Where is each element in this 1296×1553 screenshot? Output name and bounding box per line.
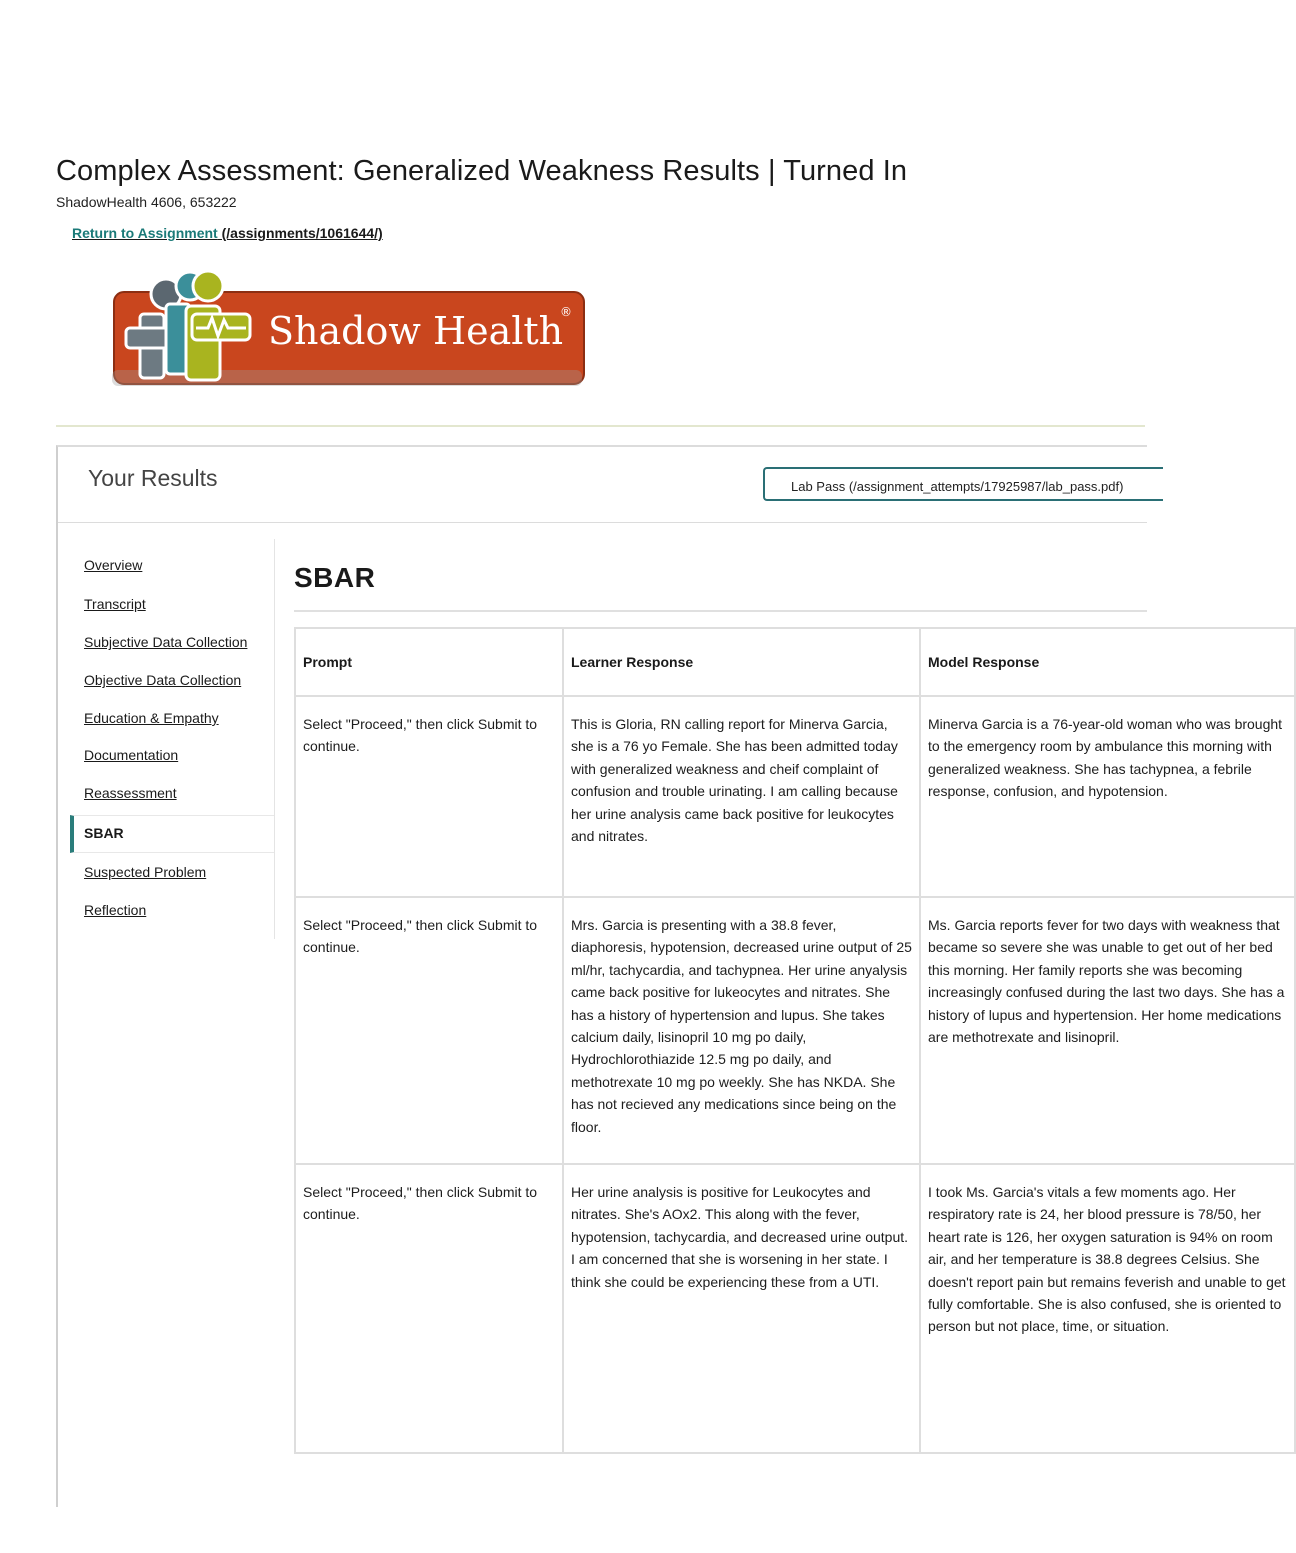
logo-wordmark: Shadow Health: [268, 309, 564, 353]
column-header-model-response: Model Response: [920, 628, 1295, 696]
table-row: [295, 897, 1295, 1164]
sidebar-item-transcript[interactable]: Transcript: [84, 596, 146, 612]
prompt-cell: Select "Proceed," then click Submit to continue.: [295, 696, 563, 897]
model-response-cell: Minerva Garcia is a 76-year-old woman who was brought to the emergency room by ambulance this morning with generalized weakness. She has tachypnea, a febrile response, confusion, and hypotension.: [920, 696, 1295, 897]
sidebar-item-suspected-problem[interactable]: Suspected Problem: [84, 864, 207, 880]
model-response-cell: I took Ms. Garcia's vitals a few moments ago. Her respiratory rate is 24, her blood pressure is 78/50, her heart rate is 126, her oxygen saturation is 94% on room air, and her temperature is 38.8 degrees Celsius. She doesn't report pain but remains feverish and unable to get fully comfortable. She is also confused, she is oriented to person but not place, time, or situation.: [920, 1164, 1295, 1453]
prompt-cell: Select "Proceed," then click Submit to continue.: [295, 897, 563, 1164]
results-heading: Your Results: [88, 465, 218, 491]
sidebar-item-reflection[interactable]: Reflection: [84, 902, 147, 918]
model-response-cell: Ms. Garcia reports fever for two days with weakness that became so severe she was unable to get out of her bed this morning. Her family reports she was becoming increasingly confused during the last two days. She has a history of lupus and hypertension. Her home medications are methotrexate and lisinopril.: [920, 897, 1295, 1164]
sidebar-item-sbar[interactable]: [70, 815, 274, 853]
sidebar-item-documentation[interactable]: Documentation: [84, 747, 179, 763]
sidebar-item-reassessment[interactable]: Reassessment: [84, 785, 177, 801]
course-info: ShadowHealth 4606, 653222: [56, 194, 237, 210]
learner-response-cell: Mrs. Garcia is presenting with a 38.8 fever, diaphoresis, hypotension, decreased urine output of 25 ml/hr, tachycardia, and tachypnea. Her urine anyalysis came back positive for lukeocytes and nitrates. She has a history of hypertension and lupus. She takes calcium daily, lisinopril 10 mg po daily, Hydrochlorothiazide 12.5 mg po daily, and methotrexate 10 mg po weekly. She has NKDA. She has not recieved any medications since being on the floor.: [563, 897, 920, 1164]
sidebar-item-overview[interactable]: Overview: [84, 557, 143, 573]
prompt-cell: Select "Proceed," then click Submit to continue.: [295, 1164, 563, 1453]
column-header-learner-response: Learner Response: [563, 628, 920, 696]
page-title: Complex Assessment: Generalized Weakness Results | Turned In: [56, 155, 908, 187]
lab-pass-button[interactable]: Lab Pass (/assignment_attempts/17925987/lab_pass.pdf): [763, 467, 1163, 501]
table-header-row: [295, 628, 1295, 696]
sbar-table-container[interactable]: [294, 627, 1286, 1455]
svg-text:®: ®: [560, 305, 572, 319]
sidebar-item-objective-data[interactable]: Objective Data Collection: [84, 672, 242, 688]
results-sidebar-nav: [58, 539, 275, 939]
section-title: SBAR: [294, 562, 376, 593]
header-divider: [56, 425, 1145, 427]
sidebar-item-label: SBAR: [84, 825, 124, 841]
shadow-health-logo: [108, 270, 588, 400]
table-row: [295, 696, 1295, 897]
results-divider: [58, 522, 1147, 523]
sbar-table: [294, 627, 1296, 1454]
table-row: [295, 1164, 1295, 1453]
learner-response-cell: Her urine analysis is positive for Leukocytes and nitrates. She's AOx2. This along with the fever, hypotension, tachycardia, and decreased urine output. I am concerned that she is worsening in her state. I think she could be experiencing these from a UTI.: [563, 1164, 920, 1453]
return-to-assignment-link[interactable]: [72, 225, 383, 241]
results-panel: [56, 445, 1286, 1507]
logo-graphic: [108, 270, 588, 400]
column-header-prompt: Prompt: [295, 628, 563, 696]
section-divider: [294, 610, 1147, 612]
return-link-label: Return to Assignment: [72, 225, 218, 241]
learner-response-cell: This is Gloria, RN calling report for Minerva Garcia, she is a 76 yo Female. She has been admitted today with generalized weakness and cheif complaint of confusion and trouble urinating. I am calling because her urine analysis came back positive for leukocytes and nitrates.: [563, 696, 920, 897]
sidebar-item-subjective-data[interactable]: Subjective Data Collection: [84, 634, 248, 650]
return-link-path: (/assignments/1061644/): [217, 225, 383, 241]
sidebar-item-education-empathy[interactable]: Education & Empathy: [84, 710, 219, 726]
